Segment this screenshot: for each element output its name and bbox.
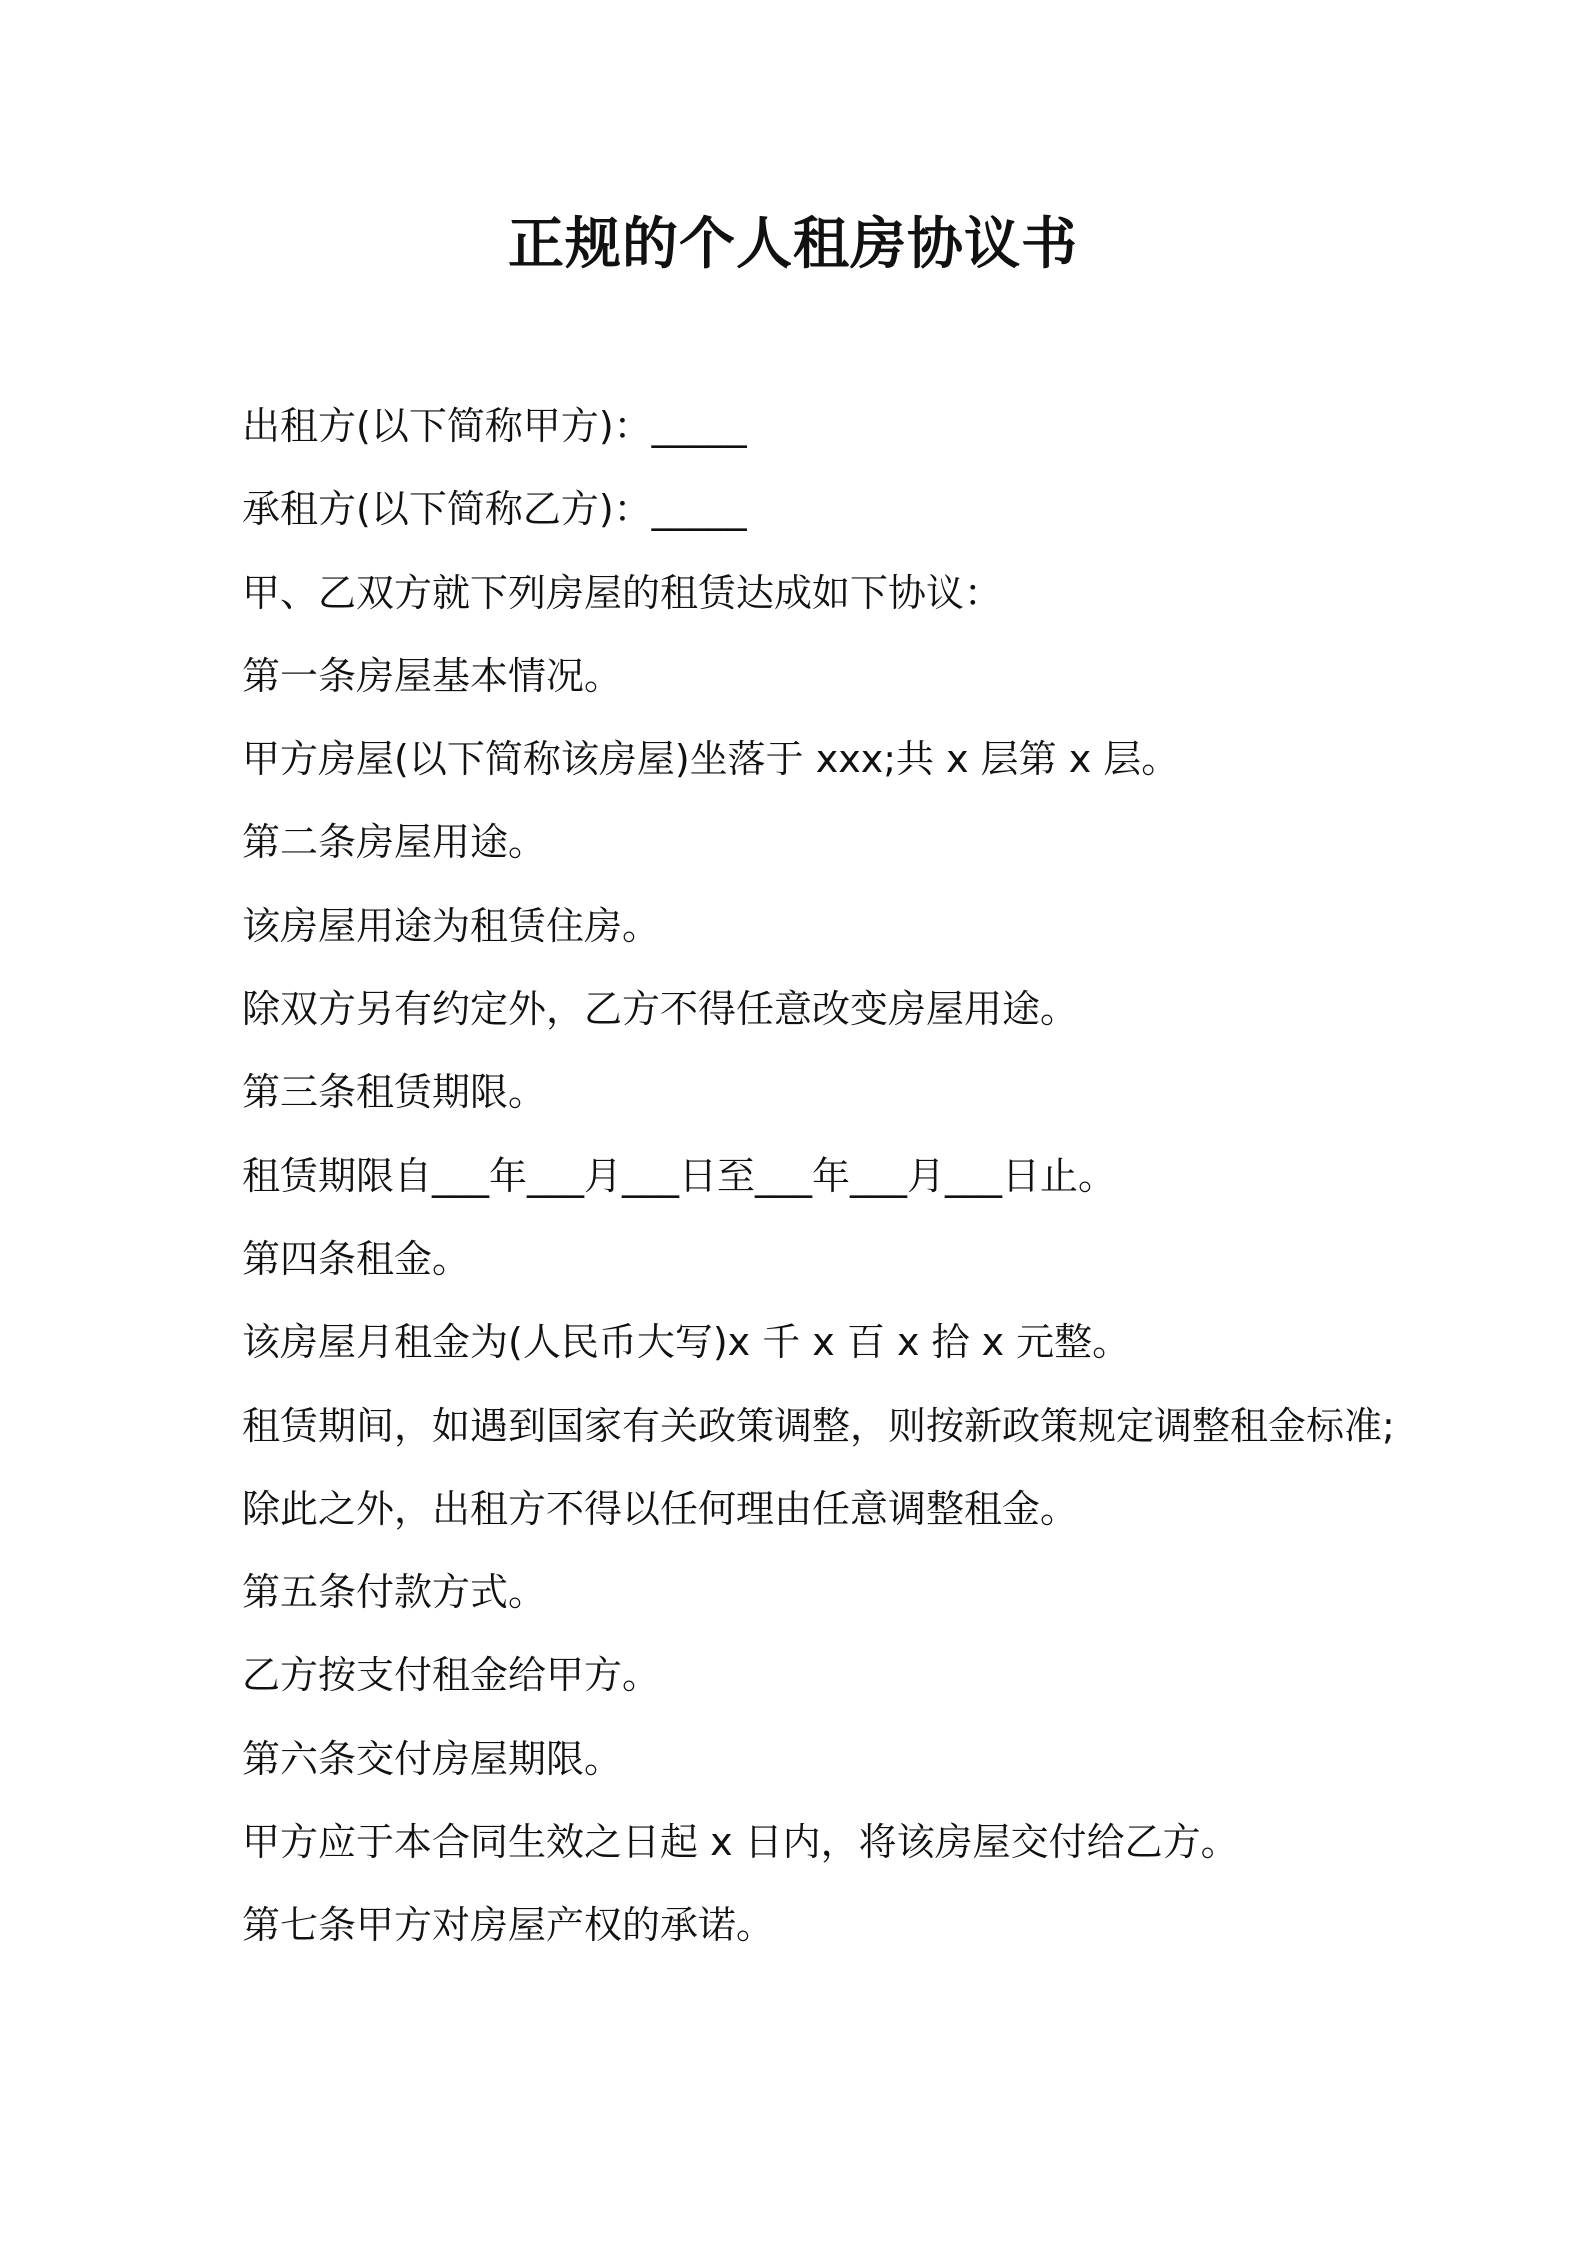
article-4-heading: 第四条租金。 bbox=[242, 1236, 471, 1281]
article-2-heading: 第二条房屋用途。 bbox=[242, 820, 547, 865]
article-6-heading: 第六条交付房屋期限。 bbox=[242, 1736, 623, 1781]
article-3-text: 租赁期限自___年___月___日至___年___月___日止。 bbox=[242, 1153, 1117, 1198]
article-5-text: 乙方按支付租金给甲方。 bbox=[242, 1653, 661, 1698]
agreement-intro: 甲、乙双方就下列房屋的租赁达成如下协议： bbox=[242, 570, 1003, 615]
article-6-text: 甲方应于本合同生效之日起 x 日内，将该房屋交付给乙方。 bbox=[242, 1820, 1239, 1865]
article-5-heading: 第五条付款方式。 bbox=[242, 1570, 547, 1615]
document-body bbox=[242, 400, 1442, 1983]
article-4-text-3: 除此之外，出租方不得以任何理由任意调整租金。 bbox=[242, 1486, 1079, 1531]
article-2-text-1: 该房屋用途为租赁住房。 bbox=[242, 903, 661, 948]
lessee-line: 承租方(以下简称乙方)：_____ bbox=[242, 487, 747, 532]
article-1-heading: 第一条房屋基本情况。 bbox=[242, 653, 623, 698]
article-4-text-1: 该房屋月租金为(人民币大写)x 千 x 百 x 拾 x 元整。 bbox=[242, 1320, 1131, 1365]
article-2-text-2: 除双方另有约定外，乙方不得任意改变房屋用途。 bbox=[242, 987, 1079, 1032]
article-1-text: 甲方房屋(以下简称该房屋)坐落于 xxx;共 x 层第 x 层。 bbox=[242, 737, 1180, 782]
article-4-text-2: 租赁期间，如遇到国家有关政策调整，则按新政策规定调整租金标准; bbox=[242, 1403, 1395, 1448]
article-3-heading: 第三条租赁期限。 bbox=[242, 1070, 547, 1115]
article-7-heading: 第七条甲方对房屋产权的承诺。 bbox=[242, 1903, 775, 1948]
document-title: 正规的个人租房协议书 bbox=[508, 212, 1078, 277]
lessor-line: 出租方(以下简称甲方)：_____ bbox=[242, 404, 747, 448]
